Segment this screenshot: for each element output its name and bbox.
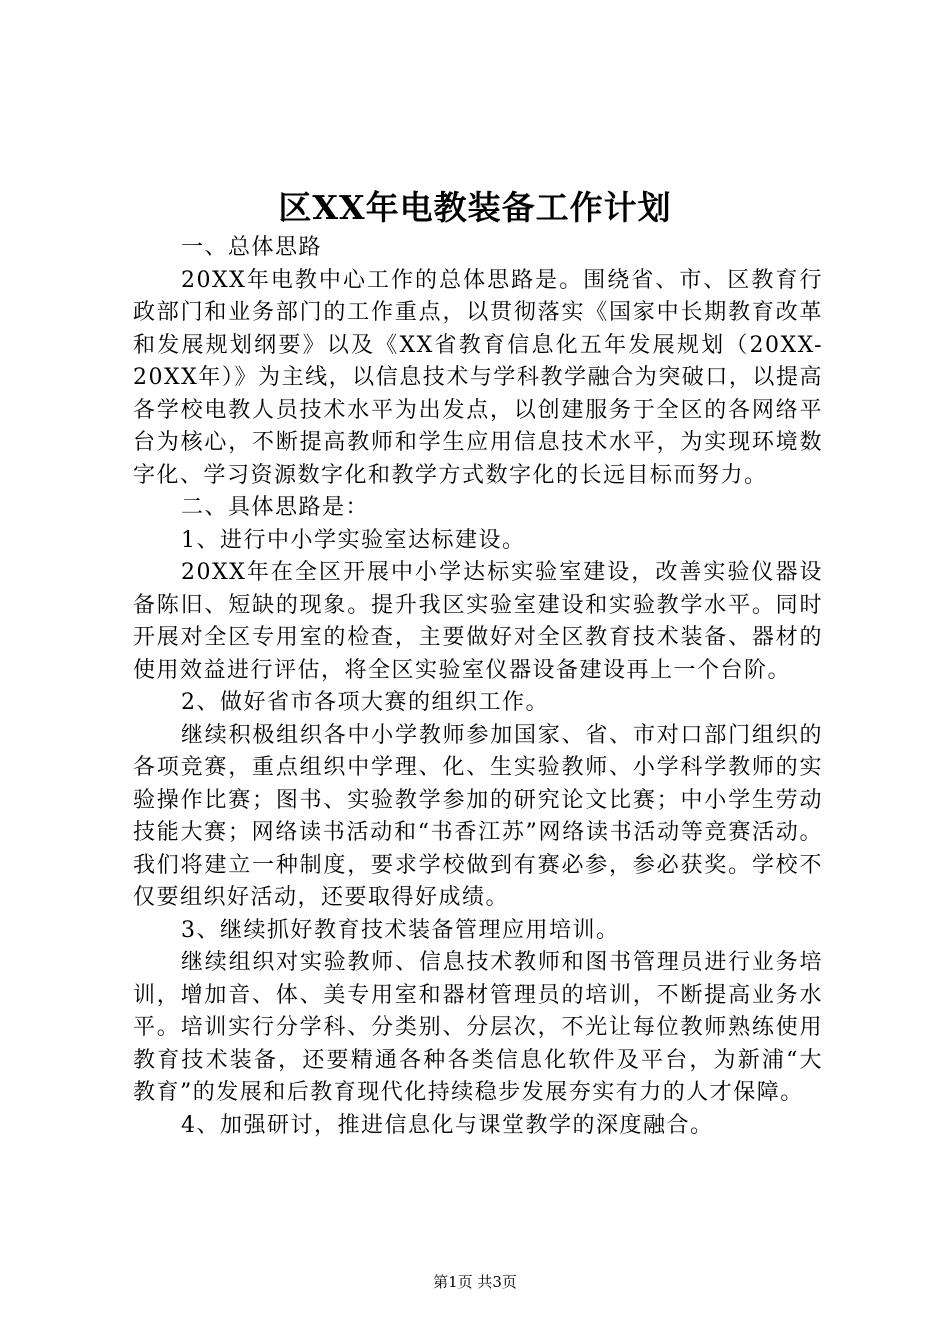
- section-heading-overall: 一、总体思路: [181, 235, 323, 260]
- document-body: [133, 232, 823, 1142]
- section-heading-specific: 二、具体思路是：: [181, 495, 370, 520]
- document-title: 区XX年电教装备工作计划: [278, 188, 672, 227]
- item-heading-2: 2、做好省市各项大赛的组织工作。: [181, 690, 549, 715]
- item-heading-1: 1、进行中小学实验室达标建设。: [181, 527, 526, 553]
- paragraph-item-2: 继续积极组织各中小学教师参加国家、省、市对口部门组织的各项竞赛，重点组织中学理、化、生实验教师、小学科学教师的实验操作比赛；图书、实验教学参加的研究论文比赛；中小学生劳动技能大赛；网络读书活动和“书香江苏”网络读书活动等竞赛活动。我们将建立一种制度，要求学校做到有赛必参，参必获奖。学校不仅要组织好活动，还要取得好成绩。: [133, 722, 823, 910]
- item-heading-4: 4、加强研讨，推进信息化与课堂教学的深度融合。: [181, 1112, 714, 1138]
- paragraph-item-3: 继续组织对实验教师、信息技术教师和图书管理员进行业务培训，增加音、体、美专用室和器材管理员的培训，不断提高业务水平。培训实行分学科、分类别、分层次，不光让每位教师熟练使用教育技术装备，还要精通各种各类信息化软件及平台，为新浦“大教育”的发展和后教育现代化持续稳步发展夯实有力的人才保障。: [133, 950, 823, 1105]
- paragraph-overall: 20XX年电教中心工作的总体思路是。围绕省、市、区教育行政部门和业务部门的工作重点，以贯彻落实《国家中长期教育改革和发展规划纲要》以及《XX省教育信息化五年发展规划（20XX-20XX年）》为主线，以信息技术与学科教学融合为突破口，以提高各学校电教人员技术水平为出发点，以创建服务于全区的各网络平台为核心，不断提高教师和学生应用信息技术水平，为实现环境数字化、学习资源数字化和教学方式数字化的长远目标而努力。: [133, 267, 823, 488]
- paragraph-item-1: 20XX年在全区开展中小学达标实验室建设，改善实验仪器设备陈旧、短缺的现象。提升我区实验室建设和实验教学水平。同时开展对全区专用室的检查，主要做好对全区教育技术装备、器材的使用效益进行评估，将全区实验室仪器设备建设再上一个台阶。: [133, 560, 823, 683]
- page-footer: 第1页 共3页: [433, 1273, 517, 1291]
- item-heading-3: 3、继续抓好教育技术装备管理应用培训。: [181, 917, 620, 943]
